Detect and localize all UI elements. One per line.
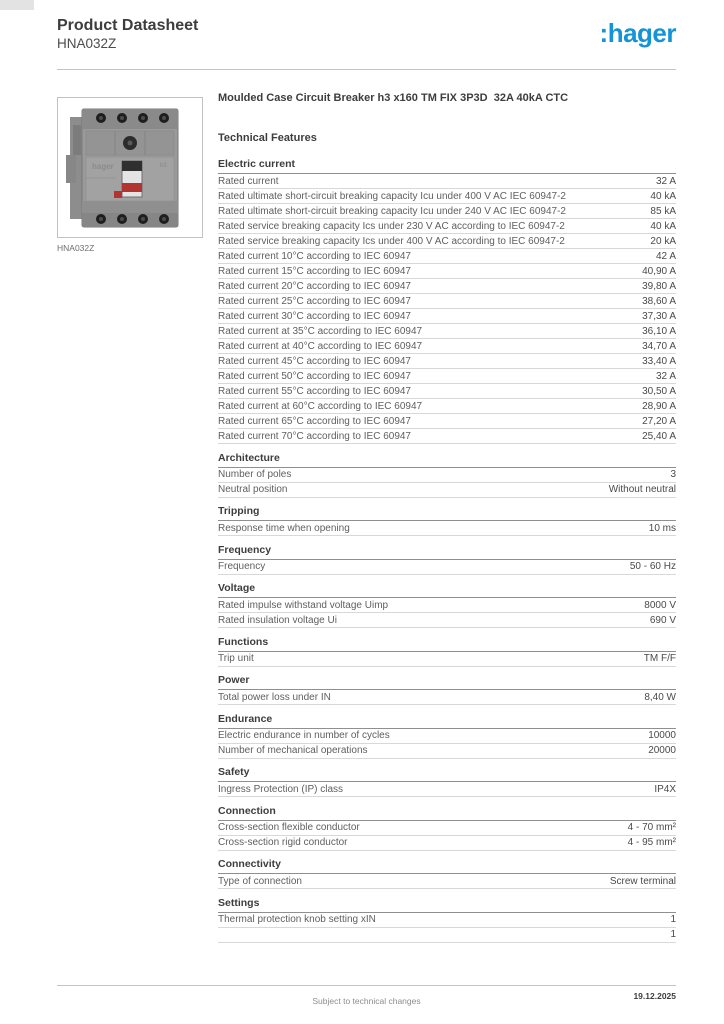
footer-date: 19.12.2025 bbox=[633, 991, 676, 1001]
row-value: 42 A bbox=[655, 250, 676, 262]
table-row bbox=[218, 928, 676, 943]
row-label: Number of mechanical operations bbox=[218, 745, 368, 756]
table-row bbox=[218, 690, 676, 705]
row-value: 4 - 70 mm² bbox=[627, 822, 676, 833]
row-label: Rated current at 35°C according to IEC 60947 bbox=[218, 325, 423, 337]
row-label: Number of poles bbox=[218, 469, 292, 480]
row-value: 28,90 A bbox=[642, 400, 676, 412]
table-row bbox=[218, 294, 676, 309]
row-label: Rated current 30°C according to IEC 60947 bbox=[218, 310, 411, 322]
table-row bbox=[218, 249, 676, 264]
row-label: Thermal protection knob setting xIN bbox=[218, 914, 376, 925]
row-value: 33,40 A bbox=[642, 355, 676, 367]
table-row bbox=[218, 429, 676, 444]
row-value: Screw terminal bbox=[609, 875, 676, 887]
row-label: Rated current 50°C according to IEC 60947 bbox=[218, 370, 411, 382]
table-row bbox=[218, 324, 676, 339]
header-titles bbox=[57, 16, 198, 52]
row-label: Rated current 70°C according to IEC 60947 bbox=[218, 430, 411, 442]
section-title: Frequency bbox=[218, 544, 676, 560]
product-image bbox=[64, 103, 196, 233]
product-image-frame bbox=[57, 97, 203, 238]
section-title: Electric current bbox=[218, 158, 676, 174]
row-label: Frequency bbox=[218, 561, 266, 572]
header bbox=[57, 16, 676, 52]
row-value: 32 A bbox=[655, 175, 676, 187]
section-title: Connection bbox=[218, 805, 676, 821]
row-label: Rated impulse withstand voltage Uimp bbox=[218, 599, 389, 611]
row-label: Total power loss under IN bbox=[218, 691, 331, 703]
header-divider bbox=[57, 69, 676, 70]
row-label: Rated service breaking capacity Ics under 400 V AC according to IEC 60947-2 bbox=[218, 235, 565, 247]
table-row bbox=[218, 874, 676, 889]
spec-section bbox=[218, 674, 676, 705]
table-row bbox=[218, 234, 676, 249]
row-value: 20000 bbox=[648, 745, 676, 756]
row-value: 4 - 95 mm² bbox=[627, 837, 676, 848]
spec-section bbox=[218, 713, 676, 759]
row-value: 25,40 A bbox=[642, 430, 676, 442]
table-row bbox=[218, 483, 676, 498]
section-title: Functions bbox=[218, 636, 676, 652]
row-label: Cross-section rigid conductor bbox=[218, 837, 348, 848]
row-label: Rated current 10°C according to IEC 60947 bbox=[218, 250, 411, 262]
row-label: Ingress Protection (IP) class bbox=[218, 783, 344, 795]
row-value: 40 kA bbox=[650, 220, 676, 232]
row-label: Rated current at 60°C according to IEC 60947 bbox=[218, 400, 423, 412]
table-row bbox=[218, 189, 676, 204]
section-title: Safety bbox=[218, 766, 676, 782]
section-title: Connectivity bbox=[218, 858, 676, 874]
spec-section bbox=[218, 897, 676, 943]
section-title: Settings bbox=[218, 897, 676, 913]
footer-note: Subject to technical changes bbox=[312, 996, 421, 1006]
row-value: 690 V bbox=[649, 614, 676, 626]
table-row bbox=[218, 744, 676, 759]
table-row bbox=[218, 821, 676, 836]
row-label: Neutral position bbox=[218, 484, 288, 495]
row-value: TM F/F bbox=[643, 653, 676, 664]
spec-section bbox=[218, 858, 676, 889]
table-row bbox=[218, 204, 676, 219]
row-label: Rated ultimate short-circuit breaking capacity Icu under 400 V AC IEC 60947-2 bbox=[218, 190, 566, 202]
table-row bbox=[218, 652, 676, 667]
row-label: Rated current 15°C according to IEC 60947 bbox=[218, 265, 411, 277]
row-label: Rated current 65°C according to IEC 60947 bbox=[218, 415, 411, 427]
table-row bbox=[218, 264, 676, 279]
row-value: 36,10 A bbox=[642, 325, 676, 337]
svg-text:hager: hager bbox=[92, 161, 114, 171]
row-label: Response time when opening bbox=[218, 522, 350, 534]
row-value: 1 bbox=[670, 929, 676, 940]
table-row bbox=[218, 468, 676, 483]
section-title: Voltage bbox=[218, 582, 676, 598]
spec-section bbox=[218, 582, 676, 628]
row-label: Rated service breaking capacity Ics under 230 V AC according to IEC 60947-2 bbox=[218, 220, 565, 232]
footer-divider bbox=[57, 985, 676, 986]
table-row bbox=[218, 560, 676, 575]
row-value: 34,70 A bbox=[642, 340, 676, 352]
row-value: 27,20 A bbox=[642, 415, 676, 427]
row-value: 1 bbox=[670, 914, 676, 925]
table-row bbox=[218, 613, 676, 628]
row-value: 8,40 W bbox=[644, 691, 676, 703]
spec-section bbox=[218, 505, 676, 536]
row-label: Rated insulation voltage Ui bbox=[218, 614, 337, 626]
table-row bbox=[218, 414, 676, 429]
footer-row bbox=[57, 991, 676, 1009]
row-value: 37,30 A bbox=[642, 310, 676, 322]
table-row bbox=[218, 339, 676, 354]
section-title: Tripping bbox=[218, 505, 676, 521]
row-value: 40 kA bbox=[650, 190, 676, 202]
main-content bbox=[218, 92, 676, 950]
sections-container bbox=[218, 158, 676, 943]
product-reference: HNA032Z bbox=[57, 36, 117, 51]
page-title: Product Datasheet bbox=[57, 17, 199, 34]
hager-logo: :hager bbox=[599, 18, 676, 48]
row-label: Type of connection bbox=[218, 875, 302, 887]
row-value: 8000 V bbox=[644, 599, 676, 611]
row-value: 40,90 A bbox=[642, 265, 676, 277]
row-label: Electric endurance in number of cycles bbox=[218, 730, 390, 741]
row-label: Rated current 20°C according to IEC 60947 bbox=[218, 280, 411, 292]
section-title: Architecture bbox=[218, 452, 676, 468]
row-value: 85 kA bbox=[650, 205, 676, 217]
row-label: Rated current 55°C according to IEC 60947 bbox=[218, 385, 411, 397]
row-value: 38,60 A bbox=[642, 295, 676, 307]
row-label: Rated current bbox=[218, 175, 279, 187]
table-row bbox=[218, 782, 676, 797]
row-value: Without neutral bbox=[608, 484, 676, 495]
spec-section bbox=[218, 544, 676, 575]
table-row bbox=[218, 369, 676, 384]
table-row bbox=[218, 384, 676, 399]
row-value: 20 kA bbox=[650, 235, 676, 247]
table-row bbox=[218, 354, 676, 369]
row-value: 10 ms bbox=[648, 522, 676, 534]
row-value: 30,50 A bbox=[642, 385, 676, 397]
technical-features-heading: Technical Features bbox=[218, 132, 317, 144]
image-caption: HNA032Z bbox=[57, 243, 95, 253]
row-label: Rated ultimate short-circuit breaking capacity Icu under 240 V AC IEC 60947-2 bbox=[218, 205, 566, 217]
table-row bbox=[218, 219, 676, 234]
spec-section bbox=[218, 636, 676, 667]
table-row bbox=[218, 598, 676, 613]
table-row bbox=[218, 836, 676, 851]
product-title: Moulded Case Circuit Breaker h3 x160 TM FIX 3P3D 32A 40kA CTC bbox=[218, 92, 569, 104]
table-row bbox=[218, 913, 676, 928]
footer bbox=[57, 985, 676, 1009]
row-value: 39,80 A bbox=[642, 280, 676, 292]
row-label: Rated current at 40°C according to IEC 60947 bbox=[218, 340, 423, 352]
row-value: IP4X bbox=[654, 783, 676, 795]
row-value: 3 bbox=[670, 469, 676, 480]
section-title: Power bbox=[218, 674, 676, 690]
table-row bbox=[218, 729, 676, 744]
row-label: Rated current 25°C according to IEC 60947 bbox=[218, 295, 411, 307]
row-label: Trip unit bbox=[218, 653, 254, 664]
spec-section bbox=[218, 805, 676, 851]
row-value: 32 A bbox=[655, 370, 676, 382]
table-row bbox=[218, 174, 676, 189]
section-title: Endurance bbox=[218, 713, 676, 729]
row-label: Rated current 45°C according to IEC 60947 bbox=[218, 355, 411, 367]
table-row bbox=[218, 521, 676, 536]
corner-artifact bbox=[0, 0, 34, 10]
row-label: Cross-section flexible conductor bbox=[218, 822, 360, 833]
table-row bbox=[218, 279, 676, 294]
spec-section bbox=[218, 452, 676, 498]
table-row bbox=[218, 399, 676, 414]
svg-text:h3: h3 bbox=[160, 162, 167, 169]
spec-section bbox=[218, 158, 676, 444]
spec-section bbox=[218, 766, 676, 797]
table-row bbox=[218, 309, 676, 324]
left-column bbox=[57, 97, 203, 253]
row-value: 10000 bbox=[648, 730, 676, 741]
row-value: 50 - 60 Hz bbox=[629, 561, 676, 572]
